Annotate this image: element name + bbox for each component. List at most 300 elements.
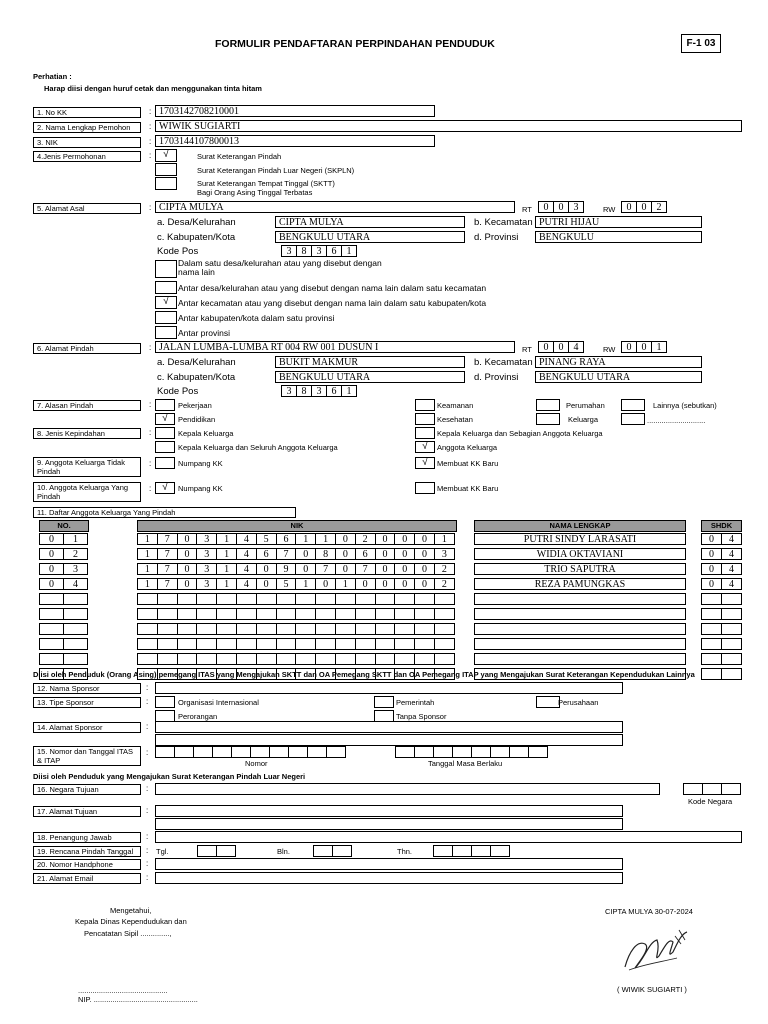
digit-cell: 3 (311, 245, 327, 257)
digit-cell (394, 638, 415, 650)
input-cell[interactable] (395, 746, 415, 758)
digit-cell: 1 (137, 563, 158, 575)
header-nama: NAMA LENGKAP (474, 520, 686, 532)
digit-cell: 4 (236, 563, 257, 575)
option-kk: Kepala Keluarga (178, 429, 234, 438)
digit-cell (256, 638, 277, 650)
checkbox-kesehatan[interactable] (415, 413, 435, 425)
digit-cell: 5 (276, 578, 297, 590)
option-keamanan: Keamanan (437, 401, 474, 410)
member-no[interactable] (39, 578, 87, 590)
checkbox-move-2[interactable] (155, 281, 177, 294)
checkbox-kk-baru-9[interactable] (415, 457, 435, 469)
digit-cell: 3 (281, 245, 297, 257)
alamat-pindah-field[interactable]: JALAN LUMBA-LUMBA RT 004 RW 001 DUSUN I (155, 341, 515, 353)
rt-asal[interactable] (538, 201, 583, 213)
digit-cell (335, 653, 356, 665)
input-cell[interactable] (471, 746, 491, 758)
digit-cell: 4 (236, 578, 257, 590)
digit-cell: 8 (315, 548, 336, 560)
checkbox-lainnya[interactable] (621, 399, 645, 411)
label-no-kk: 1. No KK (33, 107, 141, 118)
colon: : (146, 784, 149, 793)
digit-cell: 0 (553, 201, 569, 213)
digit-cell (63, 623, 88, 635)
digit-cell: 0 (177, 548, 198, 560)
checkbox-perusahaan[interactable] (536, 696, 560, 708)
checkbox-lainnya-text[interactable] (621, 413, 645, 425)
digit-cell: 8 (296, 245, 312, 257)
kode-pos-asal[interactable] (281, 245, 356, 257)
label-alamat-tujuan: 17. Alamat Tujuan (33, 806, 141, 817)
checkbox-sktt[interactable] (155, 177, 177, 190)
digit-cell: 0 (621, 341, 637, 353)
digit-cell: 1 (137, 578, 158, 590)
option-pendidikan: Pendidikan (178, 415, 216, 424)
digit-cell (701, 653, 722, 665)
member-shdk[interactable] (701, 593, 741, 605)
checkbox-skpln[interactable] (155, 163, 177, 176)
member-name[interactable]: REZA PAMUNGKAS (474, 578, 686, 590)
header-shdk: SHDK (701, 520, 742, 532)
input-cell[interactable] (307, 746, 327, 758)
checkbox-keluarga[interactable] (536, 413, 560, 425)
input-cell[interactable] (269, 746, 289, 758)
desa-pindah-field[interactable]: BUKIT MAKMUR (275, 356, 465, 368)
kecamatan-label: b. Kecamatan (474, 357, 533, 368)
digit-cell (721, 668, 742, 680)
member-name[interactable] (474, 623, 686, 635)
place-date: CIPTA MULYA 30-07-2024 (605, 907, 693, 916)
nama-sponsor-field[interactable] (155, 682, 623, 694)
member-name[interactable]: PUTRI SINDY LARASATI (474, 533, 686, 545)
member-no[interactable] (39, 548, 87, 560)
digit-cell: 7 (157, 533, 178, 545)
provinsi-label: d. Provinsi (474, 372, 519, 383)
digit-cell: 0 (39, 563, 64, 575)
member-nik[interactable] (137, 653, 454, 665)
input-cell[interactable] (332, 845, 352, 857)
digit-cell: 3 (196, 533, 217, 545)
digit-cell (721, 653, 742, 665)
input-cell[interactable] (155, 746, 175, 758)
alamat-tujuan-field-1[interactable] (155, 805, 623, 817)
member-shdk[interactable] (701, 533, 741, 545)
kabupaten-asal-field[interactable]: BENGKULU UTARA (275, 231, 465, 243)
input-cell[interactable] (702, 783, 722, 795)
checkbox-numpang-kk-9[interactable] (155, 457, 175, 469)
member-no[interactable] (39, 563, 87, 575)
digit-cell: 1 (335, 578, 356, 590)
label-tidak-pindah: 9. Anggota Keluarga Tidak Pindah (33, 457, 141, 477)
member-shdk[interactable] (701, 668, 741, 680)
option-sktt: Surat Keterangan Tempat Tinggal (SKTT) (197, 179, 335, 188)
option-keluarga: Keluarga (568, 415, 599, 424)
rt-pindah[interactable] (538, 341, 583, 353)
digit-cell (295, 593, 316, 605)
tgl-field[interactable] (197, 845, 235, 857)
digit-cell: 3 (281, 385, 297, 397)
kecamatan-asal-field[interactable]: PUTRI HIJAU (535, 216, 702, 228)
input-cell[interactable] (313, 845, 333, 857)
digit-cell (39, 593, 64, 605)
digit-cell: 6 (326, 385, 342, 397)
member-nik[interactable] (137, 578, 454, 590)
provinsi-pindah-field[interactable]: BENGKULU UTARA (535, 371, 702, 383)
alamat-tujuan-field-2[interactable] (155, 818, 623, 830)
digit-cell: 4 (721, 533, 742, 545)
digit-cell (335, 593, 356, 605)
digit-cell (375, 593, 396, 605)
input-cell[interactable] (414, 746, 434, 758)
label-nik: 3. NIK (33, 137, 141, 148)
digit-cell (701, 608, 722, 620)
digit-cell (157, 608, 178, 620)
digit-cell: 5 (256, 533, 277, 545)
digit-cell (414, 593, 435, 605)
digit-cell (701, 668, 722, 680)
nomor-hp-field[interactable] (155, 858, 623, 870)
digit-cell: 7 (315, 563, 336, 575)
digit-cell: 7 (157, 578, 178, 590)
negara-tujuan-field[interactable] (155, 783, 660, 795)
input-cell[interactable] (683, 783, 703, 795)
digit-cell: 0 (538, 341, 554, 353)
digit-cell (256, 623, 277, 635)
digit-cell (315, 638, 336, 650)
member-name[interactable] (474, 608, 686, 620)
digit-cell (157, 593, 178, 605)
digit-cell: 0 (335, 548, 356, 560)
digit-cell: 0 (538, 201, 554, 213)
checkbox-kk-baru-10[interactable] (415, 482, 435, 494)
input-cell[interactable] (452, 845, 472, 857)
digit-cell: 4 (236, 548, 257, 560)
checkbox-pemerintah[interactable] (374, 696, 394, 708)
colon: : (149, 459, 152, 468)
digit-cell (276, 593, 297, 605)
digit-cell (276, 608, 297, 620)
member-name[interactable] (474, 593, 686, 605)
signer-name: ( WIWIK SUGIARTI ) (617, 985, 687, 994)
input-cell[interactable] (528, 746, 548, 758)
digit-cell: 0 (636, 201, 652, 213)
nama-pemohon-field[interactable]: WIWIK SUGIARTI (155, 120, 742, 132)
digit-cell: 6 (355, 548, 376, 560)
nomor-label: Nomor (245, 759, 268, 768)
nik-field[interactable]: 1703144107800013 (155, 135, 435, 147)
digit-cell (216, 638, 237, 650)
member-nik[interactable] (137, 563, 454, 575)
option-kk-seluruh: Kepala Keluarga dan Seluruh Anggota Keluarga (178, 443, 338, 452)
digit-cell: 4 (63, 578, 88, 590)
digit-cell (137, 593, 158, 605)
kabupaten-pindah-field[interactable]: BENGKULU UTARA (275, 371, 465, 383)
digit-cell: 0 (394, 563, 415, 575)
digit-cell: 9 (276, 563, 297, 575)
label-jenis-kepindahan: 8. Jenis Kepindahan (33, 428, 141, 439)
kode-pos-pindah[interactable] (281, 385, 356, 397)
label-tipe-sponsor: 13. Tipe Sponsor (33, 697, 141, 708)
member-no[interactable] (39, 623, 87, 635)
digit-cell: 3 (196, 548, 217, 560)
email-field[interactable] (155, 872, 623, 884)
input-cell[interactable] (216, 845, 236, 857)
form-code: F-1 03 (681, 34, 721, 53)
move-option-1: Dalam satu desa/kelurahan atau yang disebut dengan nama lain (178, 258, 382, 277)
checkbox-pekerjaan[interactable] (155, 399, 175, 411)
option-skp: Surat Keterangan Pindah (197, 152, 282, 161)
move-option-2: Antar desa/kelurahan atau yang disebut dengan nama lain dalam satu kecamatan (178, 283, 487, 293)
digit-cell: 0 (414, 563, 435, 575)
no-kk-field[interactable]: 1703142708210001 (155, 105, 435, 117)
digit-cell (256, 653, 277, 665)
input-cell[interactable] (231, 746, 251, 758)
member-nik[interactable] (137, 623, 454, 635)
digit-cell: 0 (256, 563, 277, 575)
digit-cell: 0 (701, 578, 722, 590)
foreign-note: Diisi oleh Penduduk (Orang Asing) pemegang ITAS yang Mengajukan SKTT dan OA Pemegang SKTT dan OA Pemegang ITAP yang Mengajukan Surat Keterangan Kependudukan Lainnya (33, 670, 695, 679)
digit-cell: 3 (196, 578, 217, 590)
alamat-sponsor-field-1[interactable] (155, 721, 623, 733)
checkbox-move-5[interactable] (155, 326, 177, 339)
digit-cell: 3 (434, 548, 455, 560)
check-mark: √ (422, 441, 428, 452)
nomor-itas-field[interactable] (155, 746, 345, 758)
digit-cell: 1 (137, 548, 158, 560)
rw-pindah[interactable] (621, 341, 666, 353)
digit-cell (157, 638, 178, 650)
checkbox-move-3[interactable] (155, 296, 177, 309)
member-nik[interactable] (137, 593, 454, 605)
digit-cell: 4 (721, 548, 742, 560)
digit-cell: 0 (394, 533, 415, 545)
colon: : (146, 873, 149, 882)
option-kk-baru: Membuat KK Baru (437, 459, 499, 468)
digit-cell (414, 653, 435, 665)
digit-cell: 2 (63, 548, 88, 560)
member-shdk[interactable] (701, 653, 741, 665)
member-shdk[interactable] (701, 608, 741, 620)
colon: : (146, 806, 149, 815)
input-cell[interactable] (490, 845, 510, 857)
digit-cell (196, 608, 217, 620)
label-yang-pindah: 10. Anggota Keluarga Yang Pindah (33, 482, 141, 502)
checkbox-move-4[interactable] (155, 311, 177, 324)
colon: : (146, 683, 149, 692)
digit-cell: 0 (701, 533, 722, 545)
alamat-asal-field[interactable]: CIPTA MULYA (155, 201, 515, 213)
penanggung-jawab-field[interactable] (155, 831, 742, 843)
digit-cell: 1 (295, 578, 316, 590)
input-cell[interactable] (193, 746, 213, 758)
digit-cell: 2 (434, 578, 455, 590)
alamat-sponsor-field-2[interactable] (155, 734, 623, 746)
lainnya-dots[interactable]: ............................ (647, 416, 706, 425)
digit-cell: 0 (177, 578, 198, 590)
digit-cell (177, 623, 198, 635)
thn-field[interactable] (433, 845, 509, 857)
checkbox-kk-sebagian[interactable] (415, 427, 435, 439)
option-skpln: Surat Keterangan Pindah Luar Negeri (SKPLN) (197, 166, 355, 175)
colon: : (146, 846, 149, 855)
digit-cell (315, 623, 336, 635)
tanggal-itas-field[interactable] (395, 746, 547, 758)
option-kk-sebagian: Kepala Keluarga dan Sebagian Anggota Keluarga (437, 429, 603, 438)
digit-cell (39, 653, 64, 665)
checkbox-keamanan[interactable] (415, 399, 435, 411)
member-nik[interactable] (137, 608, 454, 620)
member-nik[interactable] (137, 533, 454, 545)
input-cell[interactable] (452, 746, 472, 758)
checkbox-pendidikan[interactable] (155, 413, 175, 425)
digit-cell (63, 653, 88, 665)
member-name[interactable]: WIDIA OKTAVIANI (474, 548, 686, 560)
colon: : (146, 859, 149, 868)
digit-cell (196, 638, 217, 650)
check-mark: √ (162, 413, 168, 424)
digit-cell (236, 608, 257, 620)
checkbox-skp[interactable] (155, 149, 177, 162)
member-shdk[interactable] (701, 548, 741, 560)
digit-cell (63, 593, 88, 605)
label-email: 21. Alamat Email (33, 873, 141, 884)
digit-cell (39, 638, 64, 650)
member-nik[interactable] (137, 548, 454, 560)
check-mark: √ (163, 149, 169, 160)
member-shdk[interactable] (701, 623, 741, 635)
digit-cell (295, 638, 316, 650)
input-cell[interactable] (471, 845, 491, 857)
digit-cell (355, 593, 376, 605)
label-alamat-asal: 5. Alamat Asal (33, 203, 141, 214)
digit-cell: 0 (375, 578, 396, 590)
input-cell[interactable] (250, 746, 270, 758)
digit-cell: 1 (137, 533, 158, 545)
option-pekerjaan: Pekerjaan (178, 401, 212, 410)
member-shdk[interactable] (701, 578, 741, 590)
checkbox-numpang-kk-10[interactable] (155, 482, 175, 494)
rw-label: RW (603, 205, 616, 214)
option-pemerintah: Pemerintah (396, 698, 435, 707)
digit-cell (335, 608, 356, 620)
digit-cell (256, 593, 277, 605)
digit-cell: 0 (636, 341, 652, 353)
member-no[interactable] (39, 533, 87, 545)
desa-asal-field[interactable]: CIPTA MULYA (275, 216, 465, 228)
digit-cell (196, 623, 217, 635)
digit-cell: 4 (721, 578, 742, 590)
desa-label: a. Desa/Kelurahan (157, 357, 236, 368)
colon: : (149, 428, 152, 437)
label-penanggung-jawab: 18. Penangung Jawab (33, 832, 141, 843)
member-no[interactable] (39, 608, 87, 620)
digit-cell: 0 (315, 578, 336, 590)
digit-cell (63, 638, 88, 650)
member-shdk[interactable] (701, 563, 741, 575)
digit-cell: 2 (355, 533, 376, 545)
input-cell[interactable] (490, 746, 510, 758)
input-cell[interactable] (288, 746, 308, 758)
kode-negara-field[interactable] (683, 783, 740, 795)
digit-cell (434, 593, 455, 605)
input-cell[interactable] (433, 746, 453, 758)
checkbox-move-1[interactable] (155, 260, 177, 278)
rw-asal[interactable] (621, 201, 666, 213)
option-tanpa-sponsor: Tanpa Sponsor (396, 712, 447, 721)
rt-label: RT (522, 345, 532, 354)
digit-cell: 0 (375, 563, 396, 575)
nip-line: NIP. .................................................. (78, 995, 198, 1004)
digit-cell: 1 (216, 548, 237, 560)
digit-cell (721, 608, 742, 620)
digit-cell: 0 (295, 548, 316, 560)
member-name[interactable]: TRIO SAPUTRA (474, 563, 686, 575)
member-no[interactable] (39, 593, 87, 605)
digit-cell (355, 638, 376, 650)
digit-cell: 3 (568, 201, 584, 213)
digit-cell: 4 (721, 563, 742, 575)
checkbox-kk-seluruh[interactable] (155, 441, 175, 453)
digit-cell (276, 638, 297, 650)
digit-cell: 7 (157, 548, 178, 560)
digit-cell (137, 623, 158, 635)
move-option-4: Antar kabupaten/kota dalam satu provinsi (178, 313, 335, 323)
bln-field[interactable] (313, 845, 351, 857)
digit-cell: 1 (434, 533, 455, 545)
checkbox-organisasi[interactable] (155, 696, 175, 708)
input-cell[interactable] (326, 746, 346, 758)
member-no[interactable] (39, 653, 87, 665)
sign-left-line3: Pencatatan Sipil .............., (84, 929, 172, 938)
digit-cell: 0 (295, 563, 316, 575)
member-shdk[interactable] (701, 638, 741, 650)
digit-cell (216, 623, 237, 635)
member-name[interactable] (474, 653, 686, 665)
member-nik[interactable] (137, 638, 454, 650)
digit-cell (315, 653, 336, 665)
provinsi-asal-field[interactable]: BENGKULU (535, 231, 702, 243)
member-no[interactable] (39, 638, 87, 650)
input-cell[interactable] (721, 783, 741, 795)
digit-cell (355, 653, 376, 665)
digit-cell (177, 653, 198, 665)
input-cell[interactable] (509, 746, 529, 758)
input-cell[interactable] (433, 845, 453, 857)
digit-cell (375, 638, 396, 650)
input-cell[interactable] (174, 746, 194, 758)
digit-cell: 3 (63, 563, 88, 575)
digit-cell (355, 608, 376, 620)
input-cell[interactable] (212, 746, 232, 758)
checkbox-kk[interactable] (155, 427, 175, 439)
digit-cell (375, 608, 396, 620)
digit-cell (315, 608, 336, 620)
option-perumahan: Perumahan (566, 401, 605, 410)
digit-cell: 0 (414, 533, 435, 545)
move-option-5: Antar provinsi (178, 328, 230, 338)
label-alasan-pindah: 7. Alasan Pindah (33, 400, 141, 411)
checkbox-perumahan[interactable] (536, 399, 560, 411)
colon: : (146, 748, 149, 757)
checkbox-anggota[interactable] (415, 441, 435, 453)
kecamatan-pindah-field[interactable]: PINANG RAYA (535, 356, 702, 368)
digit-cell (394, 623, 415, 635)
input-cell[interactable] (197, 845, 217, 857)
member-name[interactable] (474, 638, 686, 650)
provinsi-label: d. Provinsi (474, 232, 519, 243)
digit-cell (236, 593, 257, 605)
